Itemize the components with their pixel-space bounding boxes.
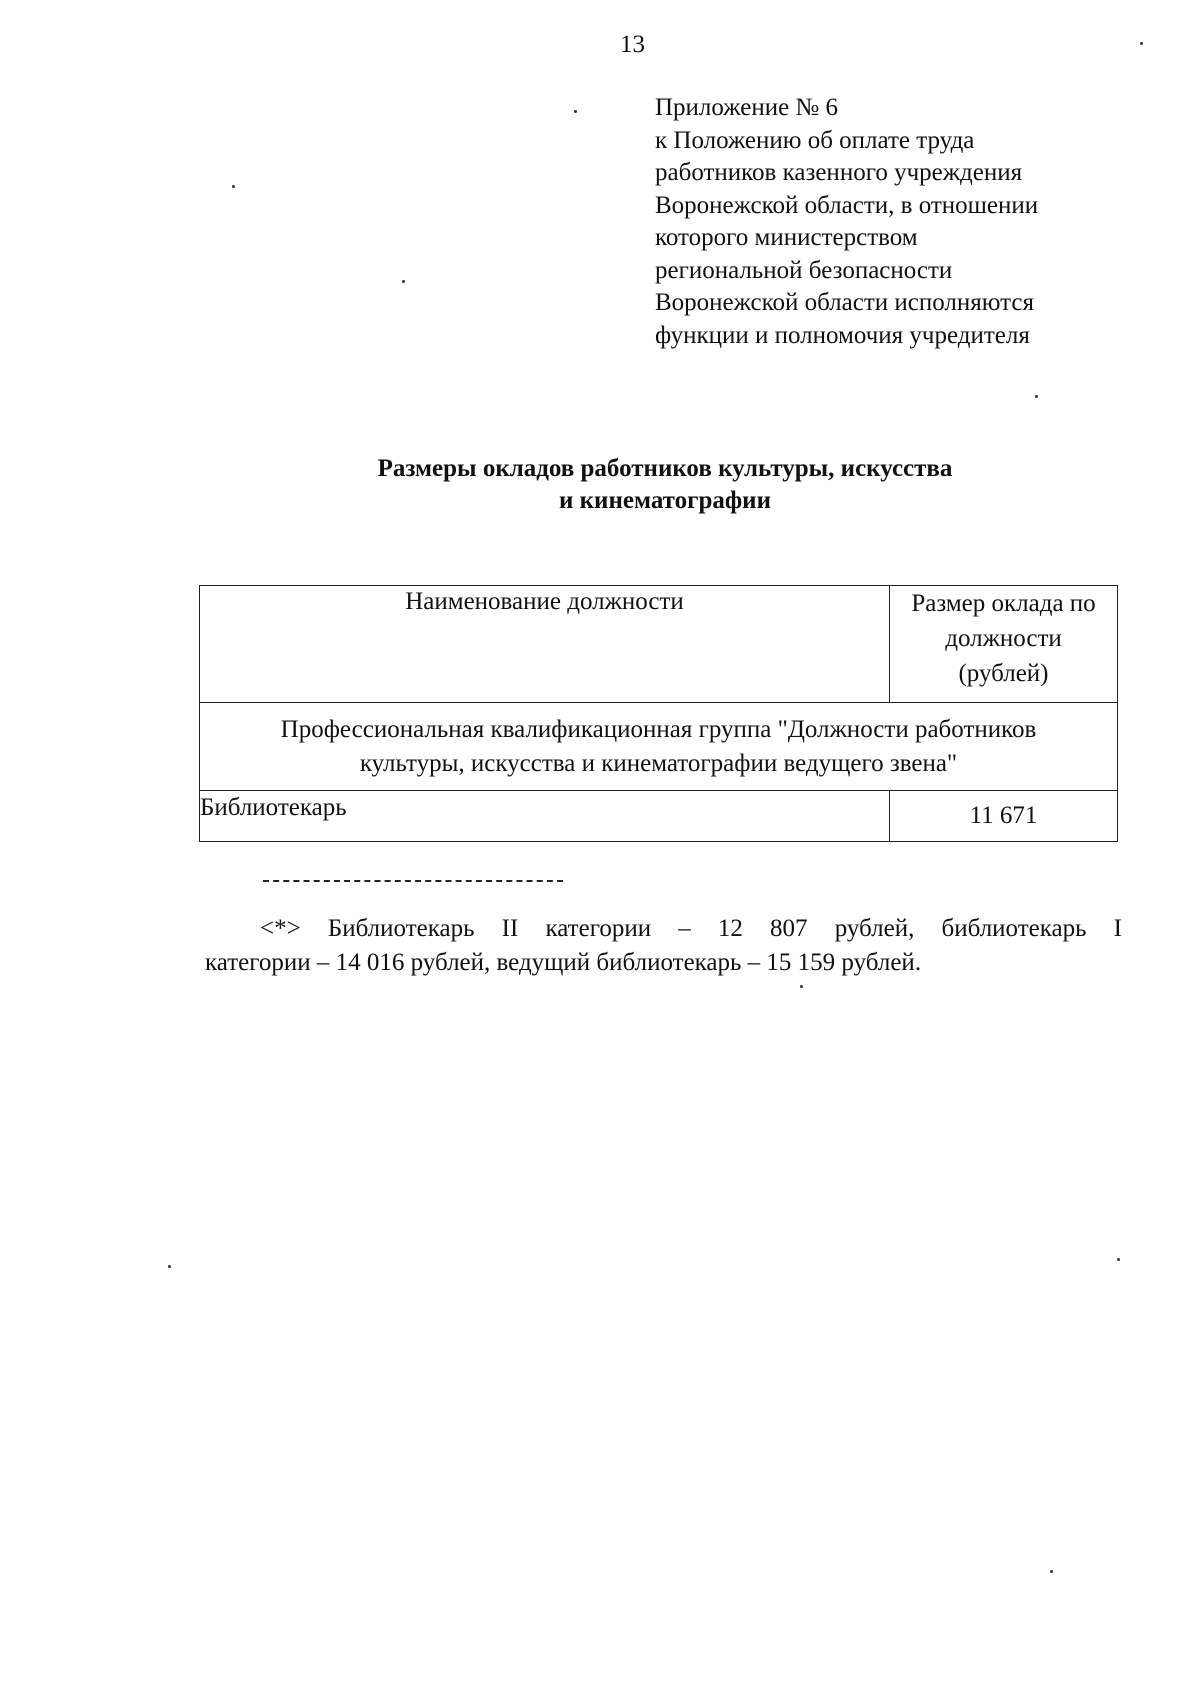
table-row [200, 791, 1118, 842]
group-row [200, 703, 1118, 791]
appendix-line: которого министерством [655, 224, 918, 251]
scan-speck [168, 1265, 171, 1268]
footnote-line-1: <*> Библиотекарь II категории – 12 807 рублей, библиотекарь I [260, 915, 1122, 942]
scan-speck [1035, 395, 1038, 398]
footnote-divider [263, 880, 563, 882]
table-header-row [200, 586, 1118, 703]
salary-value-cell: 11 671 [890, 791, 1118, 842]
scan-speck [1117, 1258, 1120, 1261]
page-number: 13 [620, 31, 645, 58]
appendix-line: к Положению об оплате труда [655, 126, 975, 154]
scan-speck [232, 185, 235, 188]
appendix-block [655, 92, 1125, 352]
qualification-group-cell [200, 703, 1118, 791]
title-line-2: и кинематографии [559, 487, 771, 514]
appendix-line: Приложение № 6 [655, 94, 839, 121]
header-position-name: Наименование должности [200, 586, 890, 703]
appendix-line: функции и полномочия учредителя [655, 321, 1030, 349]
header-salary-size [890, 586, 1118, 703]
scan-speck [1050, 1570, 1053, 1573]
appendix-line: региональной безопасности [655, 256, 953, 284]
header-salary-line: должности [945, 625, 1062, 652]
appendix-line: Воронежской области, в отношении [655, 191, 1039, 219]
scan-speck [402, 280, 405, 283]
scan-speck [574, 110, 577, 113]
footnote-line-2: категории – 14 016 рублей, ведущий библиотекарь – 15 159 рублей. [205, 949, 922, 976]
title-line-1: Размеры окладов работников культуры, искусства [377, 455, 953, 482]
scan-speck [1140, 42, 1143, 45]
scan-speck [800, 985, 803, 988]
group-line: культуры, искусства и кинематографии ведущего звена" [359, 749, 958, 777]
header-salary-line: Размер оклада по [911, 590, 1096, 617]
salary-table [199, 585, 1118, 842]
group-line: Профессиональная квалификационная группа "Должности работников [280, 715, 1037, 743]
position-name-cell: Библиотекарь [200, 791, 890, 842]
document-title [200, 453, 1130, 517]
appendix-line: Воронежской области исполняются [655, 289, 1034, 316]
appendix-line: работников казенного учреждения [655, 159, 1023, 186]
header-salary-line: (рублей) [958, 660, 1049, 687]
footnote [205, 912, 1122, 980]
